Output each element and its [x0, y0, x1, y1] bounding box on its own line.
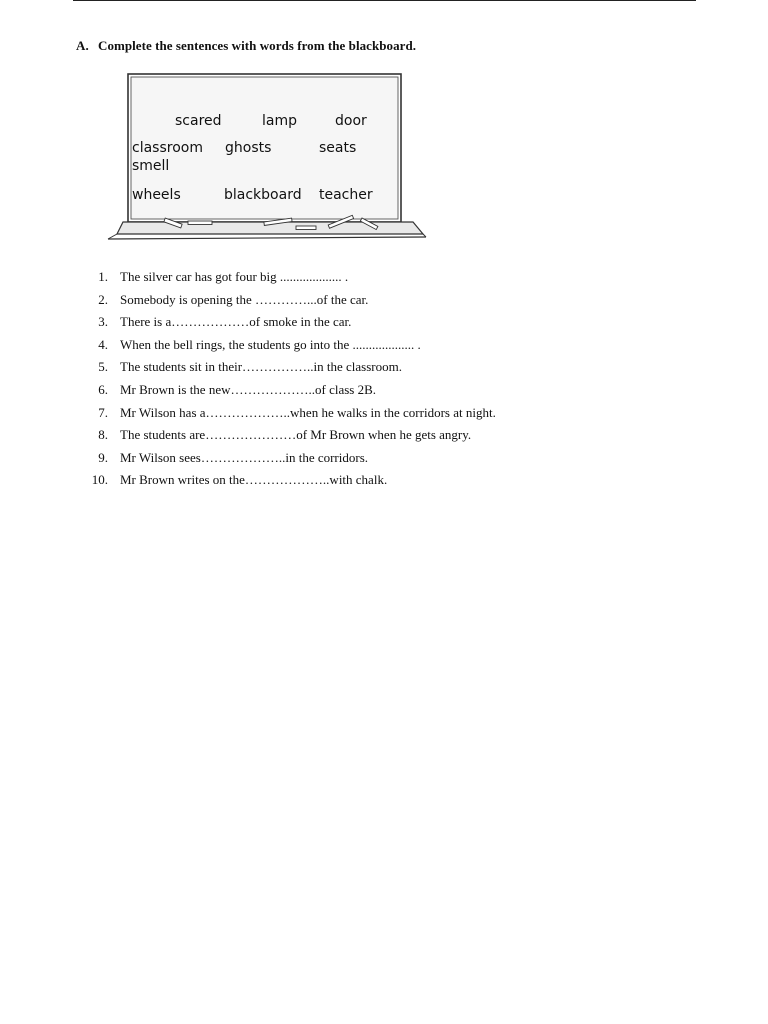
sentence-text: There is a………………of smoke in the car.	[120, 314, 352, 330]
exercise-label: A.	[76, 38, 89, 53]
sentence-list	[78, 266, 496, 492]
sentence-number: 9.	[98, 449, 108, 465]
blackboard-word: door	[335, 113, 367, 129]
sentence-text: The silver car has got four big ................... .	[120, 269, 349, 284]
sentence-text: Mr Brown writes on the………………..with chalk.	[120, 472, 388, 488]
blackboard-illustration	[106, 70, 428, 242]
sentence-text: The students are…………………of Mr Brown when he gets angry.	[120, 427, 472, 443]
sentence-text: Mr Brown is the new………………..of class 2B.	[120, 381, 377, 397]
sentence-item	[78, 469, 388, 492]
sentence-item	[78, 356, 402, 379]
sentence-number: 2.	[98, 291, 108, 307]
sentence-number: 4.	[98, 336, 108, 352]
sentence-number: 5.	[98, 359, 108, 375]
sentence-item	[78, 402, 496, 425]
sentence-number: 7.	[98, 404, 108, 420]
blackboard-word: classroom	[132, 140, 203, 156]
sentence-item	[78, 334, 421, 357]
sentence-text: Somebody is opening the …………...of the car.	[120, 291, 369, 307]
blackboard-word: lamp	[262, 113, 297, 129]
sentence-number: 8.	[98, 427, 108, 443]
sentence-text: The students sit in their……………..in the classroom.	[120, 359, 402, 375]
sentence-item	[78, 379, 377, 402]
top-rule	[73, 0, 696, 1]
exercise-heading	[76, 38, 416, 54]
blackboard-word: blackboard	[224, 187, 302, 203]
exercise-instruction: Complete the sentences with words from the blackboard.	[98, 38, 417, 53]
blackboard-word: wheels	[132, 187, 181, 203]
sentence-item	[78, 311, 352, 334]
sentence-number: 6.	[98, 381, 108, 397]
sentence-item	[78, 289, 369, 312]
blackboard-word: scared	[175, 113, 222, 129]
sentence-number: 1.	[98, 269, 108, 284]
sentence-text: When the bell rings, the students go into the ................... .	[120, 336, 421, 352]
sentence-item	[78, 447, 369, 470]
blackboard-word: ghosts	[225, 140, 272, 156]
blackboard-drawing	[106, 70, 428, 242]
sentence-number: 10.	[91, 472, 108, 488]
blackboard-word: teacher	[319, 187, 373, 203]
blackboard-word: smell	[132, 158, 170, 174]
sentence-item	[78, 266, 349, 289]
sentence-text: Mr Wilson has a………………..when he walks in the corridors at night.	[120, 404, 496, 420]
blackboard-word: seats	[319, 140, 357, 156]
sentence-text: Mr Wilson sees………………..in the corridors.	[120, 449, 369, 465]
sentence-number: 3.	[98, 314, 108, 330]
sentence-item	[78, 424, 472, 447]
